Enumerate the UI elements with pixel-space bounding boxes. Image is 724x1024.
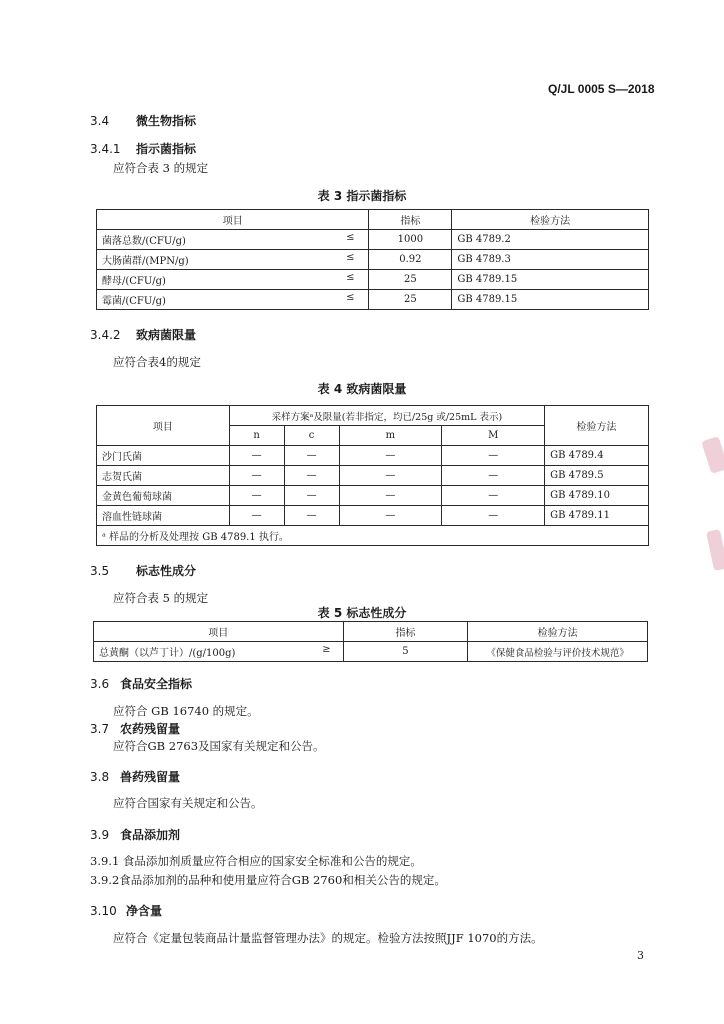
section-number: 3.5 bbox=[90, 564, 110, 578]
method-cell: GB 4789.15 bbox=[452, 270, 649, 290]
header-cell: 指标 bbox=[369, 210, 452, 230]
item-cell: 沙门氏菌 bbox=[97, 446, 230, 466]
m-cell: — bbox=[339, 506, 442, 526]
method-cell: GB 4789.10 bbox=[545, 486, 649, 506]
section-3-4-1-body: 应符合表 3 的规定 bbox=[113, 161, 209, 175]
section-3-9-1-text: 3.9.1 食品添加剂质量应符合相应的国家安全标准和公告的规定。 bbox=[90, 854, 422, 868]
subheader-cell: n bbox=[229, 426, 284, 446]
section-3-5-heading bbox=[90, 562, 196, 579]
value-cell: 1000 bbox=[369, 230, 452, 250]
section-3-6-body: 应符合 GB 16740 的规定。 bbox=[113, 704, 259, 718]
c-cell: — bbox=[284, 466, 339, 486]
operator: ≤ bbox=[346, 232, 355, 243]
method-cell: GB 4789.4 bbox=[545, 446, 649, 466]
table-3-caption: 表 3 指示菌指标 bbox=[317, 189, 407, 203]
method-cell: GB 4789.2 bbox=[452, 230, 649, 250]
method-cell: GB 4789.11 bbox=[545, 506, 649, 526]
header-cell: 采样方案ᵃ及限量(若非指定，均已/25g 或/25mL 表示) bbox=[229, 406, 544, 426]
section-3-9-2-text: 3.9.2食品添加剂的品种和使用量应符合GB 2760和相关公告的规定。 bbox=[90, 873, 446, 887]
M-cell: — bbox=[442, 466, 545, 486]
c-cell: — bbox=[284, 506, 339, 526]
section-3-4-2-heading bbox=[90, 326, 196, 343]
m-cell: — bbox=[339, 466, 442, 486]
section-title: 兽药残留量 bbox=[120, 770, 181, 784]
section-title: 农药残留量 bbox=[120, 722, 181, 736]
item-cell bbox=[94, 642, 344, 662]
item-cell bbox=[97, 270, 369, 290]
section-title: 微生物指标 bbox=[136, 114, 197, 128]
table-footnote-row bbox=[97, 526, 649, 546]
subheader-cell: M bbox=[442, 426, 545, 446]
standard-code: Q/JL 0005 S—2018 bbox=[548, 82, 655, 96]
n-cell: — bbox=[229, 466, 284, 486]
section-number: 3.4.2 bbox=[90, 328, 121, 342]
table-3 bbox=[96, 209, 649, 310]
table-4-caption: 表 4 致病菌限量 bbox=[317, 382, 407, 396]
section-3-6-heading bbox=[90, 675, 192, 692]
item-label: 大肠菌群/(MPN/g) bbox=[102, 256, 189, 267]
M-cell: — bbox=[442, 446, 545, 466]
section-number: 3.7 bbox=[90, 722, 110, 736]
subheader-cell: c bbox=[284, 426, 339, 446]
m-cell: — bbox=[339, 446, 442, 466]
table-5 bbox=[93, 621, 648, 662]
section-3-4-2-body: 应符合表4的规定 bbox=[113, 355, 201, 369]
section-number: 3.10 bbox=[90, 904, 117, 918]
section-number: 3.8 bbox=[90, 770, 110, 784]
section-title: 食品安全指标 bbox=[120, 677, 193, 691]
table-4 bbox=[96, 405, 649, 546]
section-3-9-heading bbox=[90, 826, 180, 843]
section-title: 指示菌指标 bbox=[136, 142, 197, 156]
item-cell bbox=[97, 250, 369, 270]
section-3-4-heading bbox=[90, 112, 196, 129]
value-cell: 25 bbox=[369, 270, 452, 290]
section-number: 3.6 bbox=[90, 677, 110, 691]
section-title: 致病菌限量 bbox=[136, 328, 197, 342]
table-row bbox=[97, 446, 649, 466]
header-cell: 项目 bbox=[97, 406, 230, 446]
table-header-row bbox=[97, 406, 649, 426]
item-cell: 溶血性链球菌 bbox=[97, 506, 230, 526]
n-cell: — bbox=[229, 506, 284, 526]
section-title: 净含量 bbox=[126, 904, 163, 918]
section-title: 食品添加剂 bbox=[120, 828, 181, 842]
table-row bbox=[97, 506, 649, 526]
item-cell bbox=[97, 290, 369, 310]
item-cell bbox=[97, 230, 369, 250]
section-3-10-heading bbox=[90, 902, 162, 919]
table-row bbox=[94, 642, 648, 662]
header-cell: 项目 bbox=[97, 210, 369, 230]
table-row bbox=[97, 466, 649, 486]
operator: ≤ bbox=[346, 292, 355, 303]
section-3-7-heading bbox=[90, 720, 180, 737]
footnote-cell: ᵃ 样品的分析及处理按 GB 4789.1 执行。 bbox=[97, 526, 649, 546]
section-3-4-1-heading bbox=[90, 140, 196, 157]
value-cell: 0.92 bbox=[369, 250, 452, 270]
M-cell: — bbox=[442, 506, 545, 526]
section-3-5-body: 应符合表 5 的规定 bbox=[113, 591, 209, 605]
table-row bbox=[97, 270, 649, 290]
stamp-fragment bbox=[701, 436, 724, 474]
table-header-row bbox=[94, 622, 648, 642]
section-number: 3.4.1 bbox=[90, 142, 121, 156]
item-label: 霉菌/(CFU/g) bbox=[102, 296, 166, 307]
table-5-caption: 表 5 标志性成分 bbox=[317, 606, 407, 620]
method-cell: GB 4789.15 bbox=[452, 290, 649, 310]
page-number: 3 bbox=[637, 949, 644, 962]
value-cell: 25 bbox=[369, 290, 452, 310]
M-cell: — bbox=[442, 486, 545, 506]
subheader-cell: m bbox=[339, 426, 442, 446]
n-cell: — bbox=[229, 486, 284, 506]
item-label: 酵母/(CFU/g) bbox=[102, 276, 166, 287]
section-3-10-body: 应符合《定量包装商品计量监督管理办法》的规定。检验方法按照JJF 1070的方法。 bbox=[113, 931, 543, 945]
method-cell: GB 4789.5 bbox=[545, 466, 649, 486]
value-cell: 5 bbox=[343, 642, 468, 662]
stamp-fragment bbox=[706, 529, 724, 571]
header-cell: 检验方法 bbox=[545, 406, 649, 446]
table-header-row bbox=[97, 210, 649, 230]
item-label: 总黄酮（以芦丁计）/(g/100g) bbox=[99, 648, 236, 659]
c-cell: — bbox=[284, 446, 339, 466]
item-cell: 金黄色葡萄球菌 bbox=[97, 486, 230, 506]
section-3-8-body: 应符合国家有关规定和公告。 bbox=[113, 796, 263, 810]
header-cell: 项目 bbox=[94, 622, 344, 642]
section-number: 3.9 bbox=[90, 828, 110, 842]
section-3-7-body: 应符合GB 2763及国家有关规定和公告。 bbox=[113, 739, 325, 753]
n-cell: — bbox=[229, 446, 284, 466]
operator: ≤ bbox=[346, 272, 355, 283]
section-number: 3.4 bbox=[90, 114, 110, 128]
item-cell: 志贺氏菌 bbox=[97, 466, 230, 486]
table-row bbox=[97, 230, 649, 250]
c-cell: — bbox=[284, 486, 339, 506]
item-label: 菌落总数/(CFU/g) bbox=[102, 236, 186, 247]
operator: ≥ bbox=[322, 644, 331, 655]
table-row bbox=[97, 486, 649, 506]
method-cell: 《保健食品检验与评价技术规范》 bbox=[468, 642, 648, 662]
header-cell: 检验方法 bbox=[452, 210, 649, 230]
m-cell: — bbox=[339, 486, 442, 506]
operator: ≤ bbox=[346, 252, 355, 263]
table-row bbox=[97, 290, 649, 310]
header-cell: 检验方法 bbox=[468, 622, 648, 642]
table-row bbox=[97, 250, 649, 270]
section-title: 标志性成分 bbox=[136, 564, 197, 578]
header-cell: 指标 bbox=[343, 622, 468, 642]
method-cell: GB 4789.3 bbox=[452, 250, 649, 270]
section-3-8-heading bbox=[90, 768, 180, 785]
